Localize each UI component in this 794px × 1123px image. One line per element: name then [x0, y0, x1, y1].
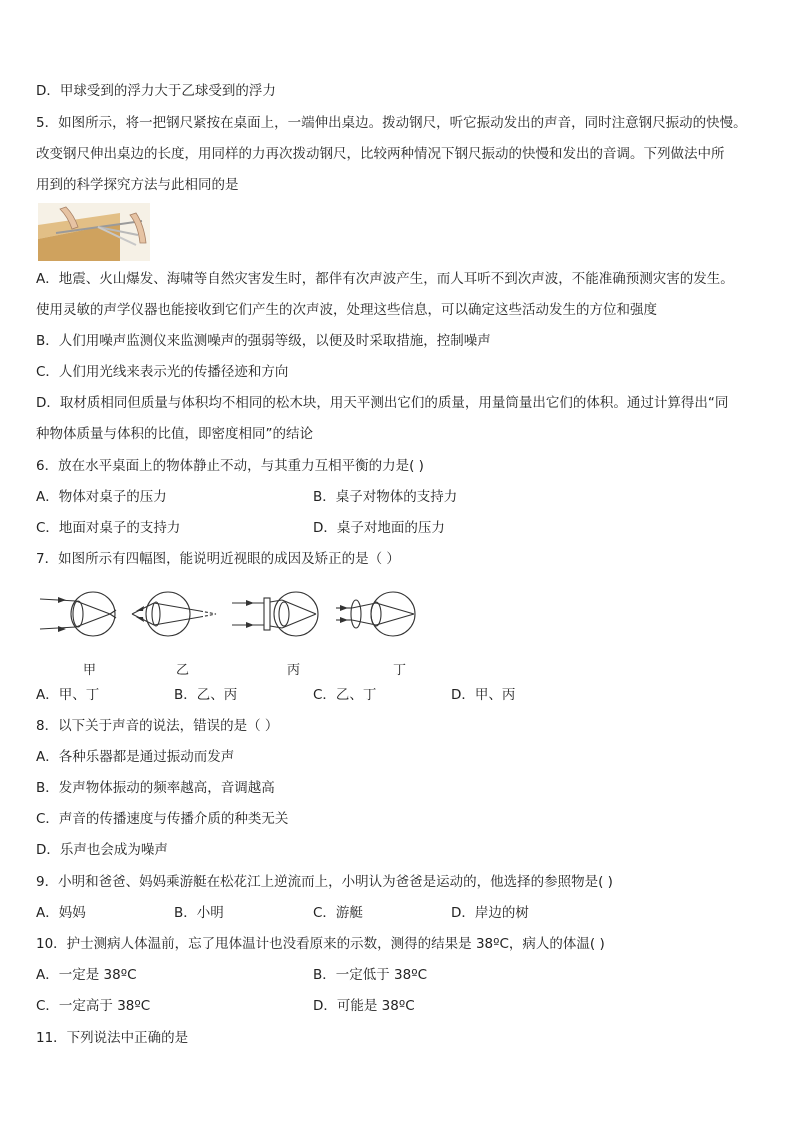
q7-option-b: B．乙、丙: [174, 687, 238, 703]
q8-option-b: B．发声物体振动的频率越高，音调越高: [36, 780, 275, 796]
q6-option-b: B．桌子对物体的支持力: [313, 489, 458, 505]
q5-option-c: C．人们用光线来表示光的传播径迹和方向: [36, 364, 289, 380]
q5-stem-line-1: 5．如图所示，将一把钢尺紧按在桌面上，一端伸出桌边。拨动钢尺，听它振动发出的声音，同时注意钢尺振动的快慢。: [36, 115, 747, 131]
q8-option-c: C．声音的传播速度与传播介质的种类无关: [36, 811, 289, 827]
q10-option-b: B．一定低于 38ºC: [313, 967, 428, 983]
eye-diagrams-figure: [36, 580, 426, 652]
q7-figure-label-ding: 丁: [393, 663, 407, 678]
q5-option-d-line-2: 种物体质量与体积的比值，即密度相同”的结论: [36, 426, 313, 442]
q8-option-d: D．乐声也会成为噪声: [36, 842, 168, 858]
q5-option-a-line-1: A．地震、火山爆发、海啸等自然灾害发生时，都伴有次声波产生，而人耳听不到次声波，不能准确预测灾害的发生。: [36, 271, 734, 287]
ruler-vibration-figure: [38, 203, 150, 261]
q7-figure-label-bing: 丙: [287, 663, 301, 678]
q7-option-c: C．乙、丁: [313, 687, 377, 703]
q5-option-b: B．人们用噪声监测仪来监测噪声的强弱等级，以便及时采取措施，控制噪声: [36, 333, 491, 349]
q9-option-b: B．小明: [174, 905, 224, 921]
q9-option-d: D．岸边的树: [451, 905, 529, 921]
q8-option-a: A．各种乐器都是通过振动而发声: [36, 749, 235, 765]
q7-figure-label-jia: 甲: [83, 663, 97, 678]
q10-option-d: D．可能是 38ºC: [313, 998, 415, 1014]
q9-stem: 9．小明和爸爸、妈妈乘游艇在松花江上逆流而上，小明认为爸爸是运动的，他选择的参照物是( ): [36, 874, 613, 890]
q10-stem: 10．护士测病人体温前，忘了甩体温计也没看原来的示数，测得的结果是 38ºC，病人的体温( ): [36, 936, 605, 952]
q5-stem-line-3: 用到的科学探究方法与此相同的是: [36, 177, 239, 193]
q10-option-c: C．一定高于 38ºC: [36, 998, 151, 1014]
q11-stem: 11．下列说法中正确的是: [36, 1030, 189, 1046]
q6-option-d: D．桌子对地面的压力: [313, 520, 445, 536]
q10-option-a: A．一定是 38ºC: [36, 967, 137, 983]
q7-stem: 7．如图所示有四幅图，能说明近视眼的成因及矫正的是（ ）: [36, 551, 400, 567]
q7-figure-label-yi: 乙: [176, 663, 190, 678]
q4-option-d: D．甲球受到的浮力大于乙球受到的浮力: [36, 83, 276, 99]
q6-option-a: A．物体对桌子的压力: [36, 489, 167, 505]
q6-stem: 6．放在水平桌面上的物体静止不动，与其重力互相平衡的力是( ): [36, 458, 424, 474]
q9-option-a: A．妈妈: [36, 905, 86, 921]
q5-stem-line-2: 改变钢尺伸出桌边的长度，用同样的力再次拨动钢尺，比较两种情况下钢尺振动的快慢和发出的音调。下列做法中所: [36, 146, 725, 162]
q5-option-a-line-2: 使用灵敏的声学仪器也能接收到它们产生的次声波，处理这些信息，可以确定这些活动发生的方位和强度: [36, 302, 657, 318]
q7-option-d: D．甲、丙: [451, 687, 516, 703]
q7-option-a: A．甲、丁: [36, 687, 100, 703]
q6-option-c: C．地面对桌子的支持力: [36, 520, 181, 536]
q9-option-c: C．游艇: [313, 905, 363, 921]
q5-option-d-line-1: D．取材质相同但质量与体积均不相同的松木块，用天平测出它们的质量，用量筒量出它们的体积。通过计算得出“同: [36, 395, 729, 411]
q8-stem: 8．以下关于声音的说法，错误的是（ ）: [36, 718, 279, 734]
